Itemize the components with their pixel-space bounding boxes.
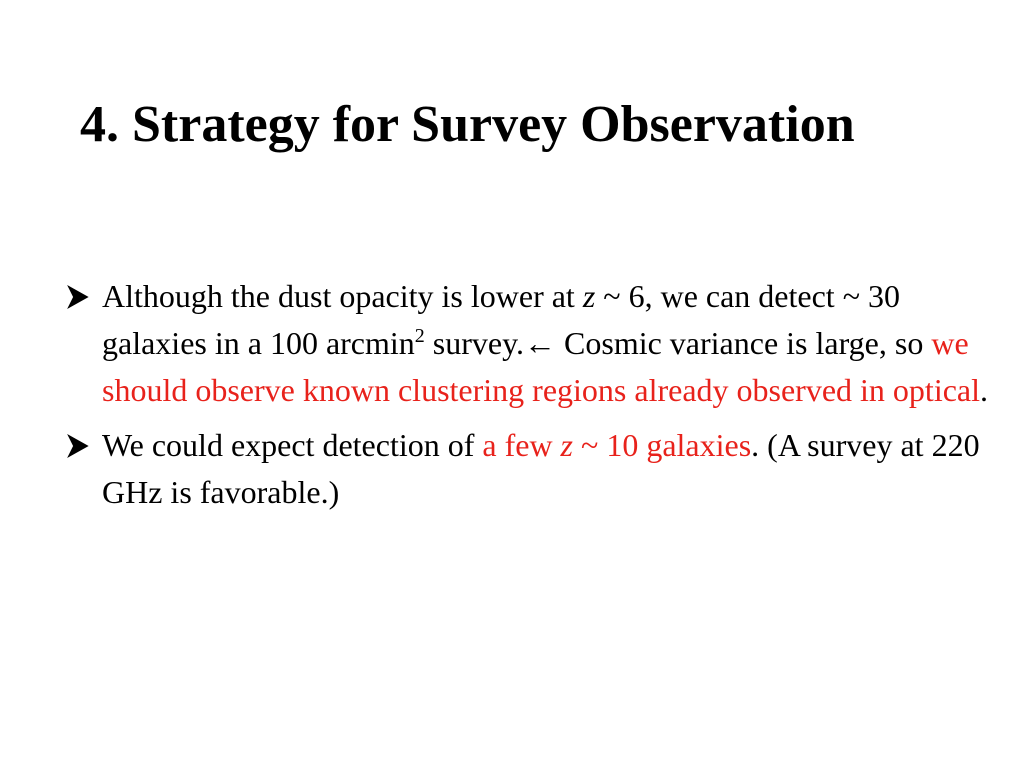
bullet-2-seg-5: . (A survey at 220 GHz is favorable.) xyxy=(102,427,980,510)
bullet-1-seg-3: ~ 6, we can detect ~ 30 galaxies in a 100 arcmin xyxy=(102,278,900,361)
bullet-item-2 xyxy=(66,422,996,516)
bullet-2-text xyxy=(102,427,980,510)
bullet-2-highlight-a: a few xyxy=(482,427,561,463)
bullet-1-superscript: 2 xyxy=(414,325,425,347)
bullet-1-seg-5: survey.← Cosmic variance is large, so xyxy=(424,325,932,361)
bullet-2-highlight-b: ~ 10 galaxies xyxy=(573,427,752,463)
bullet-1-seg-1: Although the dust opacity is lower at xyxy=(102,278,583,314)
bullet-2-seg-1: We could expect detection of xyxy=(102,427,483,463)
bullet-1-highlight: we should observe known clustering regions already observed in optical xyxy=(102,325,980,408)
arrowhead-bullet-icon xyxy=(66,275,96,319)
bullet-1-text xyxy=(102,278,988,408)
bullet-list xyxy=(66,273,996,524)
bullet-2-z-variable: z xyxy=(560,427,573,463)
bullet-item-1 xyxy=(66,273,996,414)
bullet-1-seg-7: . xyxy=(980,372,988,408)
bullet-1-z-variable: z xyxy=(582,278,596,314)
slide-title: 4. Strategy for Survey Observation xyxy=(80,96,855,153)
arrowhead-bullet-icon xyxy=(66,424,96,468)
